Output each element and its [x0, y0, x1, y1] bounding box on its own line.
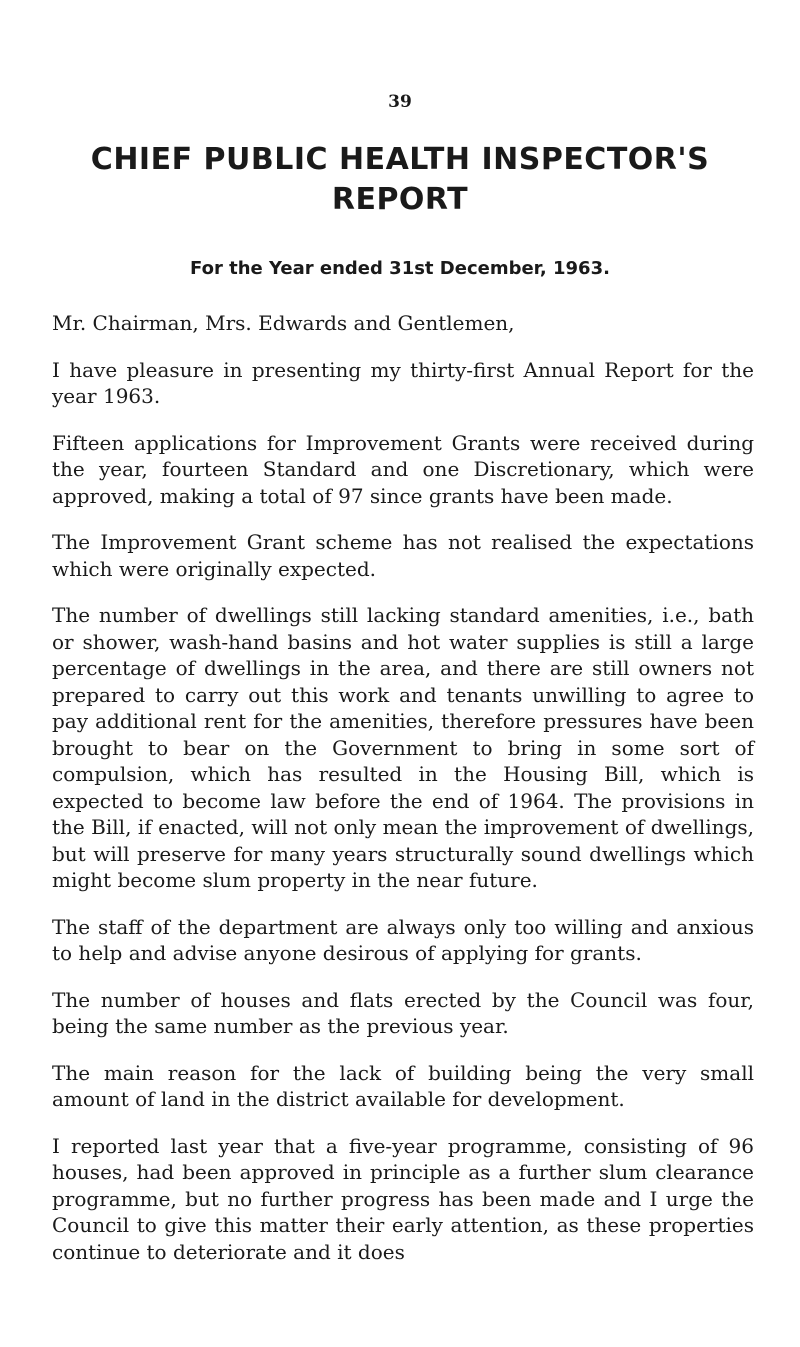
- paragraph-1: I have pleasure in presenting my thirty-first Annual Report for the year 1963.: [52, 357, 754, 408]
- paragraph-4: The number of dwellings still lacking standard amenities, i.e., bath or shower, wash-hand basins and hot water supplies is still a large percentage of dwellings in the area, and there are still owners not prepared to carry out this work and tenants unwilling to agree to pay additional rent for the amenities, therefore pressures have been brought to bear on the Government to bring in some sort of compulsion, which has resulted in the Housing Bill, which is expected to become law before the end of 1964. The provisions in the Bill, if enacted, will not only mean the improvement of dwellings, but will preserve for many years structurally sound dwellings which might become slum property in the near future.: [52, 603, 754, 892]
- salutation: Mr. Chairman, Mrs. Edwards and Gentlemen,: [52, 311, 515, 335]
- page-number: 39: [388, 92, 412, 112]
- paragraph-8: I reported last year that a five-year programme, consisting of 96 houses, had been approved in principle as a further slum clearance programme, but no further progress has been made and I urge the Council to give this matter their early attention, as these properties continue to deteriorate and it does: [52, 1133, 754, 1264]
- paragraph-7: The main reason for the lack of building being the very small amount of land in the district available for development.: [52, 1060, 754, 1111]
- report-title: [40, 140, 760, 220]
- report-title-line-1: CHIEF PUBLIC HEALTH INSPECTOR'S: [90, 142, 710, 177]
- report-body: [52, 310, 754, 1285]
- paragraph-5: The staff of the department are always only too willing and anxious to help and advise anyone desirous of applying for grants.: [52, 914, 754, 965]
- report-subtitle: For the Year ended 31st December, 1963.: [190, 258, 610, 279]
- paragraph-6: The number of houses and flats erected by the Council was four, being the same number as the previous year.: [52, 987, 754, 1038]
- paragraph-2: Fifteen applications for Improvement Grants were received during the year, fourteen Standard and one Discretionary, which were approved, making a total of 97 since grants have been made.: [52, 430, 754, 508]
- report-title-line-2: REPORT: [331, 182, 469, 217]
- paragraph-3: The Improvement Grant scheme has not realised the expectations which were originally expected.: [52, 530, 754, 581]
